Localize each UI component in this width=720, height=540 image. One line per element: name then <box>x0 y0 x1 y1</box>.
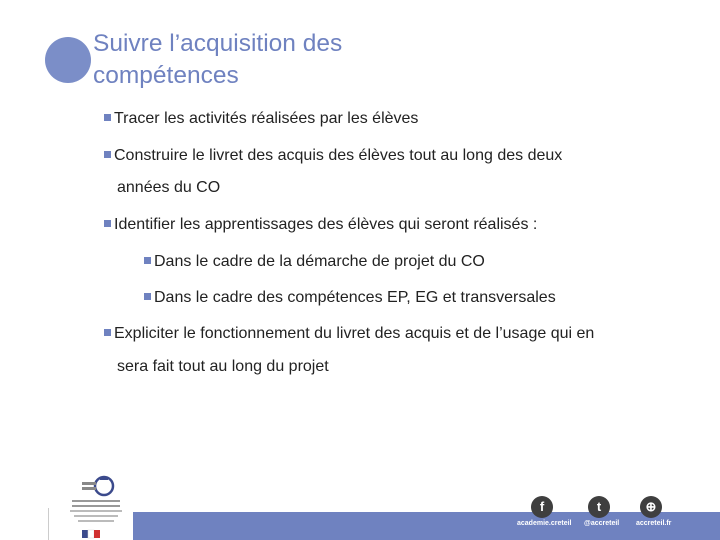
bullet-text: Dans le cadre des compétences EP, EG et transversales <box>154 289 556 306</box>
square-bullet-icon <box>104 151 111 158</box>
square-bullet-icon <box>104 329 111 336</box>
square-bullet-icon <box>104 220 111 227</box>
square-bullet-icon <box>144 293 151 300</box>
bullet-text: Construire le livret des acquis des élèves tout au long des deux <box>114 147 563 164</box>
bullet-item <box>104 324 594 344</box>
square-bullet-icon <box>104 114 111 121</box>
website-label[interactable]: accreteil.fr <box>636 520 672 527</box>
square-bullet-icon <box>144 257 151 264</box>
bullet-text: Expliciter le fonctionnement du livret des acquis et de l’usage qui en <box>114 325 595 342</box>
bullet-item <box>104 146 562 166</box>
sub-bullet-item <box>144 252 485 272</box>
bullet-item <box>104 109 418 129</box>
twitter-icon[interactable]: t <box>588 496 610 518</box>
facebook-icon[interactable]: f <box>531 496 553 518</box>
ministry-logo-icon <box>60 470 132 540</box>
logo-divider <box>48 508 49 540</box>
bullet-text: Tracer les activités réalisées par les élèves <box>114 110 419 127</box>
website-icon[interactable]: ⊕ <box>640 496 662 518</box>
title-line-1: Suivre l’acquisition des <box>93 30 343 57</box>
bullet-text: Dans le cadre de la démarche de projet du CO <box>154 253 485 270</box>
footer-bar <box>133 512 720 540</box>
bullet-item <box>104 215 537 235</box>
title-line-2: compétences <box>93 62 239 89</box>
bullet-text: Identifier les apprentissages des élèves qui seront réalisés : <box>114 216 538 233</box>
bullet-text-continuation: années du CO <box>117 179 221 196</box>
twitter-label[interactable]: @accreteil <box>584 520 620 527</box>
sub-bullet-item <box>144 288 556 308</box>
bullet-text-continuation: sera fait tout au long du projet <box>117 358 329 375</box>
facebook-label[interactable]: academie.creteil <box>517 520 572 527</box>
